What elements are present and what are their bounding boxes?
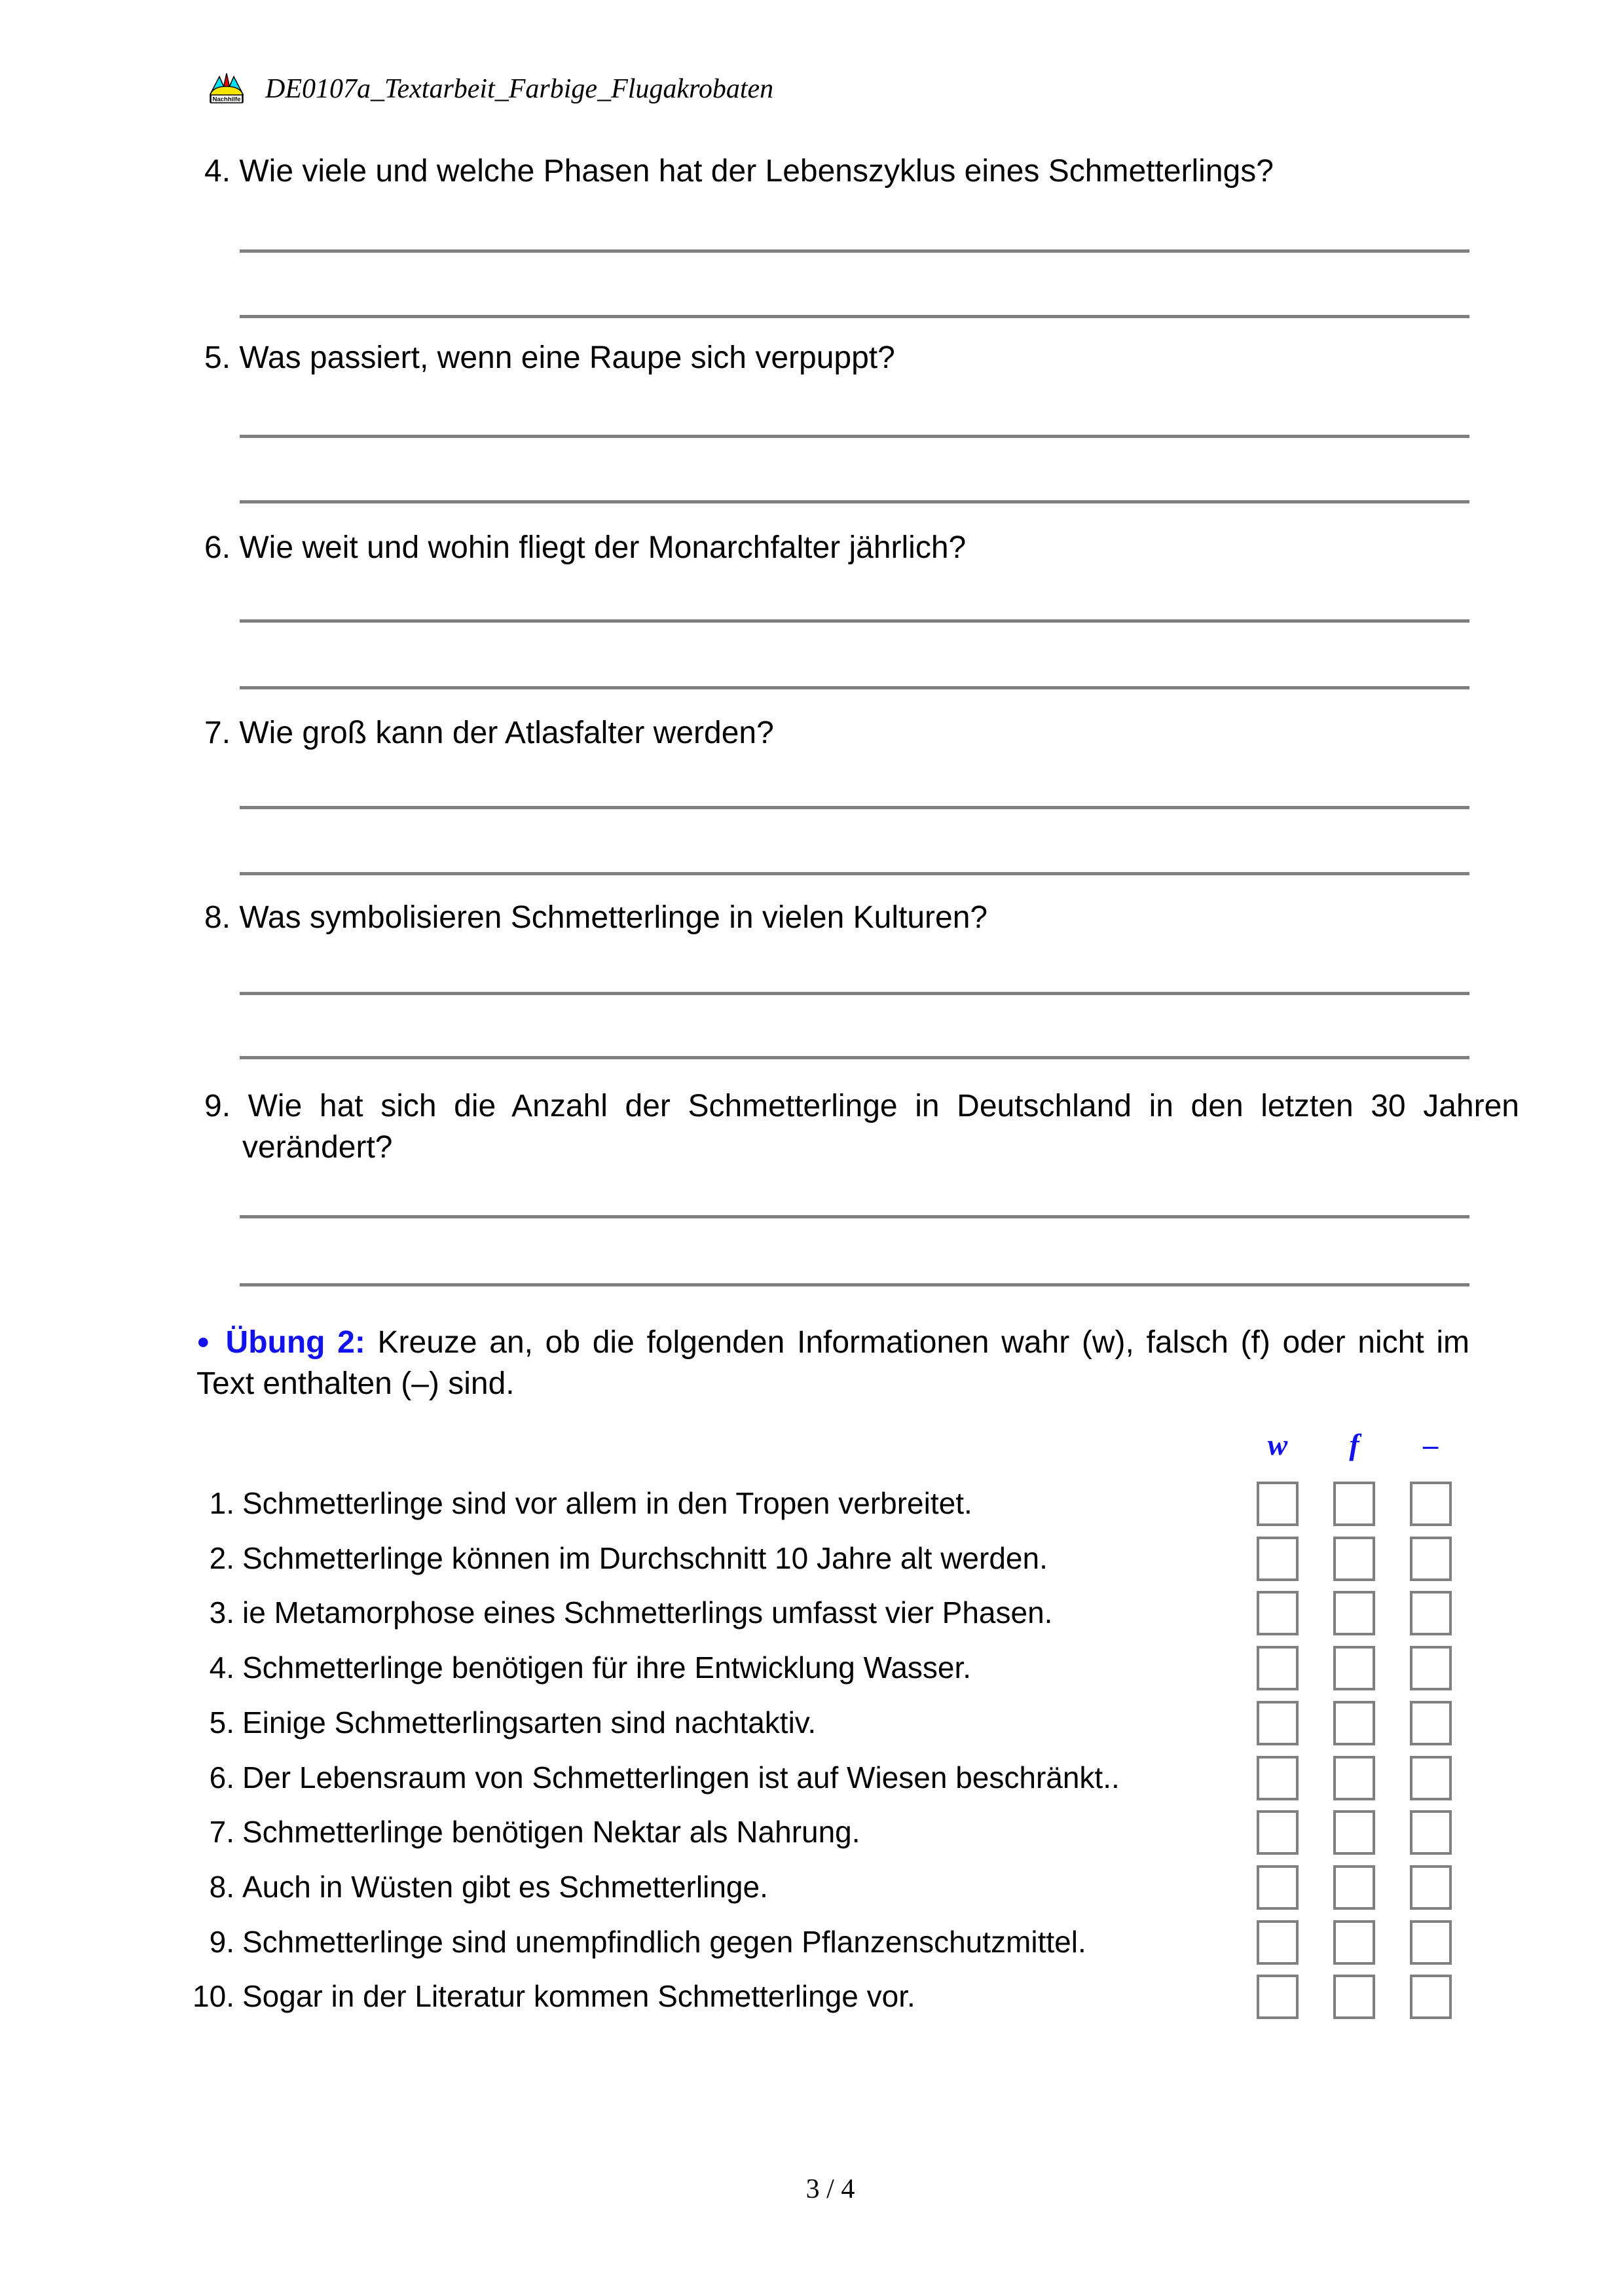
statement-row <box>183 1481 1244 1525</box>
answer-line[interactable] <box>240 435 1469 438</box>
checkbox-dash-3[interactable] <box>1410 1591 1452 1635</box>
statement-row <box>183 1755 1244 1800</box>
question <box>204 337 1519 378</box>
checkbox-w-2[interactable] <box>1257 1537 1299 1581</box>
checkbox-f-1[interactable] <box>1333 1482 1375 1526</box>
checkbox-dash-5[interactable] <box>1410 1701 1452 1745</box>
checkbox-f-5[interactable] <box>1333 1701 1375 1745</box>
question-text: Wie hat sich die Anzahl der Schmetterlinge in Deutschland in den letzten 30 Jahren verändert? <box>242 1089 1519 1165</box>
checkbox-w-3[interactable] <box>1257 1591 1299 1635</box>
statement-text: Schmetterlinge benötigen für ihre Entwicklung Wasser. <box>242 1650 972 1685</box>
checkbox-w-4[interactable] <box>1257 1646 1299 1690</box>
answer-line[interactable] <box>240 1215 1469 1218</box>
statement-row <box>183 1974 1244 2018</box>
question-number: 8. <box>204 900 231 935</box>
statement-text: Der Lebensraum von Schmetterlingen ist auf Wiesen beschränkt.. <box>242 1760 1120 1795</box>
checkbox-f-8[interactable] <box>1333 1865 1375 1910</box>
question <box>204 1085 1519 1168</box>
statement-row <box>183 1645 1244 1690</box>
answer-line[interactable] <box>240 619 1469 623</box>
exercise2-heading <box>196 1321 1469 1404</box>
question-number: 5. <box>204 340 231 375</box>
checkbox-f-9[interactable] <box>1333 1920 1375 1965</box>
statement-row <box>183 1810 1244 1854</box>
question <box>204 712 1519 754</box>
statement-row <box>183 1590 1244 1635</box>
statement-text: Schmetterlinge sind unempfindlich gegen Pflanzenschutzmittel. <box>242 1925 1086 1959</box>
checkbox-dash-7[interactable] <box>1410 1810 1452 1855</box>
question-number: 7. <box>204 716 231 750</box>
checkbox-f-6[interactable] <box>1333 1756 1375 1800</box>
answer-line[interactable] <box>240 686 1469 689</box>
statement-text: Schmetterlinge können im Durchschnitt 10 Jahre alt werden. <box>242 1541 1048 1575</box>
answer-line[interactable] <box>240 500 1469 503</box>
question-text: Wie groß kann der Atlasfalter werden? <box>239 716 774 750</box>
statement-row <box>183 1920 1244 1964</box>
answer-line[interactable] <box>240 249 1469 253</box>
checkbox-dash-4[interactable] <box>1410 1646 1452 1690</box>
checkbox-f-7[interactable] <box>1333 1810 1375 1855</box>
checkbox-w-10[interactable] <box>1257 1975 1299 2019</box>
checkbox-dash-1[interactable] <box>1410 1482 1452 1526</box>
question-number: 9. <box>204 1089 231 1123</box>
document-title: DE0107a_Textarbeit_Farbige_Flugakrobaten <box>265 74 774 104</box>
checkbox-dash-8[interactable] <box>1410 1865 1452 1910</box>
statement-text: ie Metamorphose eines Schmetterlings umfasst vier Phasen. <box>242 1595 1053 1630</box>
statement-number: 10. <box>193 1979 234 2013</box>
checkbox-dash-9[interactable] <box>1410 1920 1452 1965</box>
statement-number: 6. <box>209 1760 234 1795</box>
question-number: 4. <box>204 154 231 189</box>
statement-text: Einige Schmetterlingsarten sind nachtaktiv. <box>242 1705 817 1740</box>
statement-text: Schmetterlinge sind vor allem in den Tropen verbreitet. <box>242 1486 972 1520</box>
question-number: 6. <box>204 530 231 565</box>
checkbox-w-6[interactable] <box>1257 1756 1299 1800</box>
bullet-icon: ● <box>196 1329 213 1354</box>
statement-text: Schmetterlinge benötigen Nektar als Nahrung. <box>242 1815 860 1849</box>
checkbox-f-4[interactable] <box>1333 1646 1375 1690</box>
checkbox-w-5[interactable] <box>1257 1701 1299 1745</box>
statement-number: 1. <box>209 1486 234 1520</box>
question-text: Was symbolisieren Schmetterlinge in vielen Kulturen? <box>239 900 988 935</box>
checkbox-f-2[interactable] <box>1333 1537 1375 1581</box>
statement-number: 7. <box>209 1815 234 1849</box>
page-number: 3 / 4 <box>805 2174 855 2204</box>
column-header-dash: – <box>1423 1428 1439 1461</box>
answer-line[interactable] <box>240 315 1469 318</box>
column-header-f: f <box>1349 1428 1359 1461</box>
checkbox-dash-10[interactable] <box>1410 1975 1452 2019</box>
statement-row <box>183 1700 1244 1745</box>
statement-row <box>183 1865 1244 1909</box>
statement-text: Auch in Wüsten gibt es Schmetterlinge. <box>242 1870 768 1904</box>
statement-text: Sogar in der Literatur kommen Schmetterlinge vor. <box>242 1979 915 2013</box>
statement-number: 4. <box>209 1650 234 1685</box>
checkbox-f-3[interactable] <box>1333 1591 1375 1635</box>
question <box>204 151 1519 192</box>
statement-number: 9. <box>209 1925 234 1959</box>
question <box>204 527 1519 568</box>
logo-label: Nachhilfe <box>212 96 241 103</box>
statement-number: 5. <box>209 1705 234 1740</box>
question <box>204 897 1519 938</box>
answer-line[interactable] <box>240 1283 1469 1286</box>
checkbox-w-7[interactable] <box>1257 1810 1299 1855</box>
answer-line[interactable] <box>240 872 1469 875</box>
answer-line[interactable] <box>240 806 1469 809</box>
statement-row <box>183 1536 1244 1580</box>
checkbox-w-1[interactable] <box>1257 1482 1299 1526</box>
statement-number: 2. <box>209 1541 234 1575</box>
statement-number: 3. <box>209 1595 234 1630</box>
statement-number: 8. <box>209 1870 234 1904</box>
question-text: Wie weit und wohin fliegt der Monarchfalter jährlich? <box>239 530 967 565</box>
exercise2-instruction: Kreuze an, ob die folgenden Informationen wahr (w), falsch (f) oder nicht im Text enthalten (–) sind. <box>196 1325 1469 1401</box>
nachhilfe-logo-icon <box>208 72 245 105</box>
answer-line[interactable] <box>240 1056 1469 1059</box>
answer-line[interactable] <box>240 992 1469 995</box>
question-text: Wie viele und welche Phasen hat der Lebenszyklus eines Schmetterlings? <box>239 154 1274 189</box>
exercise2-label: Übung 2: <box>225 1325 365 1360</box>
column-header-w: w <box>1267 1428 1288 1461</box>
checkbox-w-8[interactable] <box>1257 1865 1299 1910</box>
checkbox-w-9[interactable] <box>1257 1920 1299 1965</box>
checkbox-f-10[interactable] <box>1333 1975 1375 2019</box>
checkbox-dash-2[interactable] <box>1410 1537 1452 1581</box>
question-text: Was passiert, wenn eine Raupe sich verpuppt? <box>239 340 895 375</box>
checkbox-dash-6[interactable] <box>1410 1756 1452 1800</box>
